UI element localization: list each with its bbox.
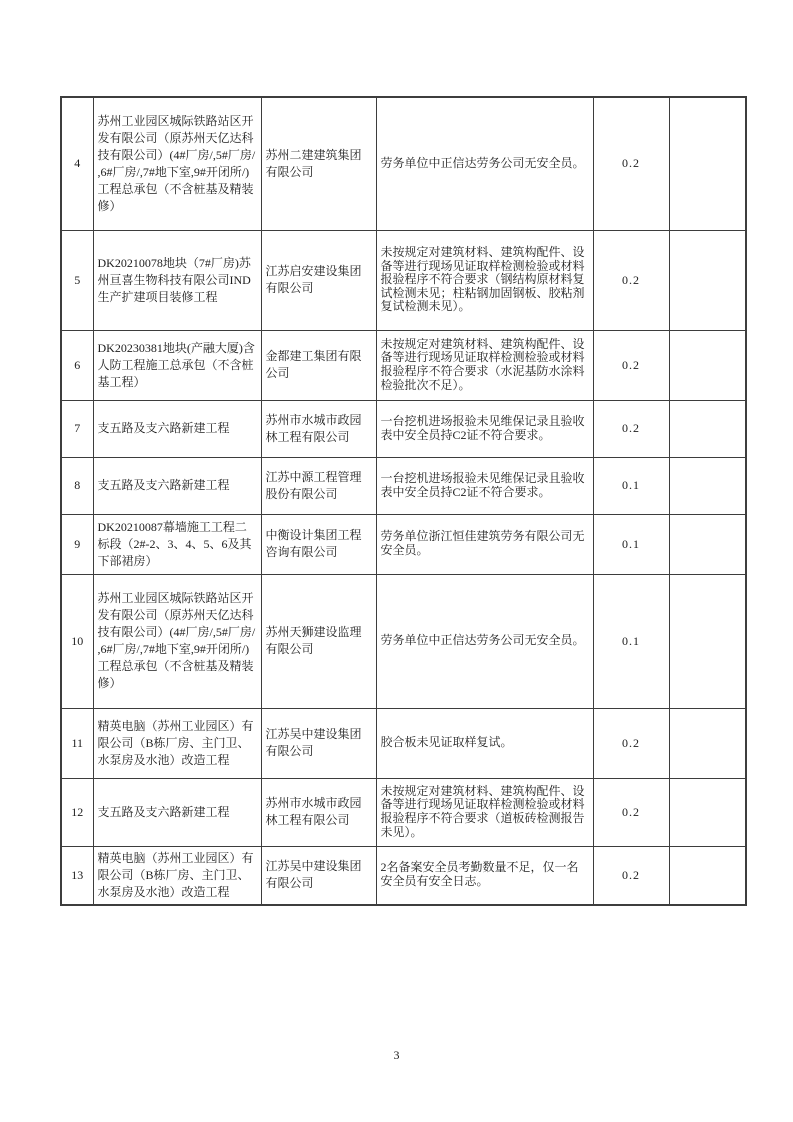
company-name-cell: 金都建工集团有限公司	[261, 330, 376, 400]
company-name-cell: 江苏启安建设集团有限公司	[261, 230, 376, 330]
issue-description-cell: 一台挖机进场报验未见维保记录且验收表中安全员持C2证不符合要求。	[376, 400, 593, 457]
row-number-cell: 12	[61, 778, 93, 846]
remark-cell	[669, 574, 746, 708]
score-cell: 0.2	[593, 778, 669, 846]
remark-cell	[669, 457, 746, 514]
company-name-cell: 苏州市水城市政园林工程有限公司	[261, 400, 376, 457]
remark-cell	[669, 330, 746, 400]
table-row	[61, 574, 746, 708]
company-name-cell: 江苏吴中建设集团有限公司	[261, 846, 376, 905]
score-cell: 0.2	[593, 708, 669, 778]
issue-description-cell: 劳务单位中正信达劳务公司无安全员。	[376, 574, 593, 708]
issue-description-cell: 劳务单位浙江恒佳建筑劳务有限公司无安全员。	[376, 514, 593, 574]
issue-description-cell: 胶合板未见证取样复试。	[376, 708, 593, 778]
table-row	[61, 457, 746, 514]
violations-table-body	[61, 97, 746, 905]
score-cell: 0.1	[593, 457, 669, 514]
row-number-cell: 13	[61, 846, 93, 905]
table-row	[61, 778, 746, 846]
table-row	[61, 230, 746, 330]
row-number-cell: 5	[61, 230, 93, 330]
company-name-cell: 苏州天狮建设监理有限公司	[261, 574, 376, 708]
row-number-cell: 7	[61, 400, 93, 457]
issue-description-cell: 2名备案安全员考勤数量不足，仅一名安全员有安全日志。	[376, 846, 593, 905]
remark-cell	[669, 708, 746, 778]
score-cell: 0.2	[593, 230, 669, 330]
issue-description-cell: 未按规定对建筑材料、建筑构配件、设备等进行现场见证取样检测检验或材料报验程序不符合要求（钢结构原材料复试检测未见；柱粘钢加固钢板、胶粘剂复试检测未见）。	[376, 230, 593, 330]
project-name-cell: DK20210078地块（7#厂房)苏州亘喜生物科技有限公司IND生产扩建项目装修工程	[93, 230, 261, 330]
remark-cell	[669, 846, 746, 905]
remark-cell	[669, 514, 746, 574]
table-row	[61, 708, 746, 778]
project-name-cell: DK20210087幕墙施工工程二标段（2#-2、3、4、5、6及其下部裙房）	[93, 514, 261, 574]
project-name-cell: 精英电脑（苏州工业园区）有限公司（B栋厂房、主门卫、水泵房及水池）改造工程	[93, 846, 261, 905]
score-cell: 0.2	[593, 846, 669, 905]
company-name-cell: 苏州二建建筑集团有限公司	[261, 97, 376, 230]
issue-description-cell: 一台挖机进场报验未见维保记录且验收表中安全员持C2证不符合要求。	[376, 457, 593, 514]
issue-description-cell: 劳务单位中正信达劳务公司无安全员。	[376, 97, 593, 230]
remark-cell	[669, 230, 746, 330]
project-name-cell: 支五路及支六路新建工程	[93, 457, 261, 514]
project-name-cell: DK20230381地块(产融大厦)含人防工程施工总承包（不含桩基工程）	[93, 330, 261, 400]
table-row	[61, 330, 746, 400]
project-name-cell: 支五路及支六路新建工程	[93, 400, 261, 457]
remark-cell	[669, 97, 746, 230]
remark-cell	[669, 400, 746, 457]
remark-cell	[669, 778, 746, 846]
score-cell: 0.1	[593, 574, 669, 708]
company-name-cell: 苏州市水城市政园林工程有限公司	[261, 778, 376, 846]
row-number-cell: 6	[61, 330, 93, 400]
company-name-cell: 江苏中源工程管理股份有限公司	[261, 457, 376, 514]
project-name-cell: 精英电脑（苏州工业园区）有限公司（B栋厂房、主门卫、水泵房及水池）改造工程	[93, 708, 261, 778]
row-number-cell: 10	[61, 574, 93, 708]
issue-description-cell: 未按规定对建筑材料、建筑构配件、设备等进行现场见证取样检测检验或材料报验程序不符合要求（道板砖检测报告未见）。	[376, 778, 593, 846]
company-name-cell: 中衡设计集团工程咨询有限公司	[261, 514, 376, 574]
project-name-cell: 支五路及支六路新建工程	[93, 778, 261, 846]
row-number-cell: 9	[61, 514, 93, 574]
table-row	[61, 846, 746, 905]
score-cell: 0.2	[593, 97, 669, 230]
row-number-cell: 8	[61, 457, 93, 514]
row-number-cell: 4	[61, 97, 93, 230]
violations-table	[60, 96, 747, 906]
page-number: 3	[393, 1048, 400, 1062]
table-row	[61, 97, 746, 230]
issue-description-cell: 未按规定对建筑材料、建筑构配件、设备等进行现场见证取样检测检验或材料报验程序不符合要求（水泥基防水涂料检验批次不足）。	[376, 330, 593, 400]
score-cell: 0.1	[593, 514, 669, 574]
score-cell: 0.2	[593, 400, 669, 457]
table-row	[61, 400, 746, 457]
company-name-cell: 江苏吴中建设集团有限公司	[261, 708, 376, 778]
project-name-cell: 苏州工业园区城际铁路站区开发有限公司（原苏州天亿达科技有限公司）(4#厂房/,5#厂房/,6#厂房/,7#地下室,9#开闭所/)工程总承包（不含桩基及精装修）	[93, 97, 261, 230]
row-number-cell: 11	[61, 708, 93, 778]
table-row	[61, 514, 746, 574]
score-cell: 0.2	[593, 330, 669, 400]
project-name-cell: 苏州工业园区城际铁路站区开发有限公司（原苏州天亿达科技有限公司）(4#厂房/,5#厂房/,6#厂房/,7#地下室,9#开闭所/)工程总承包（不含桩基及精装修）	[93, 574, 261, 708]
